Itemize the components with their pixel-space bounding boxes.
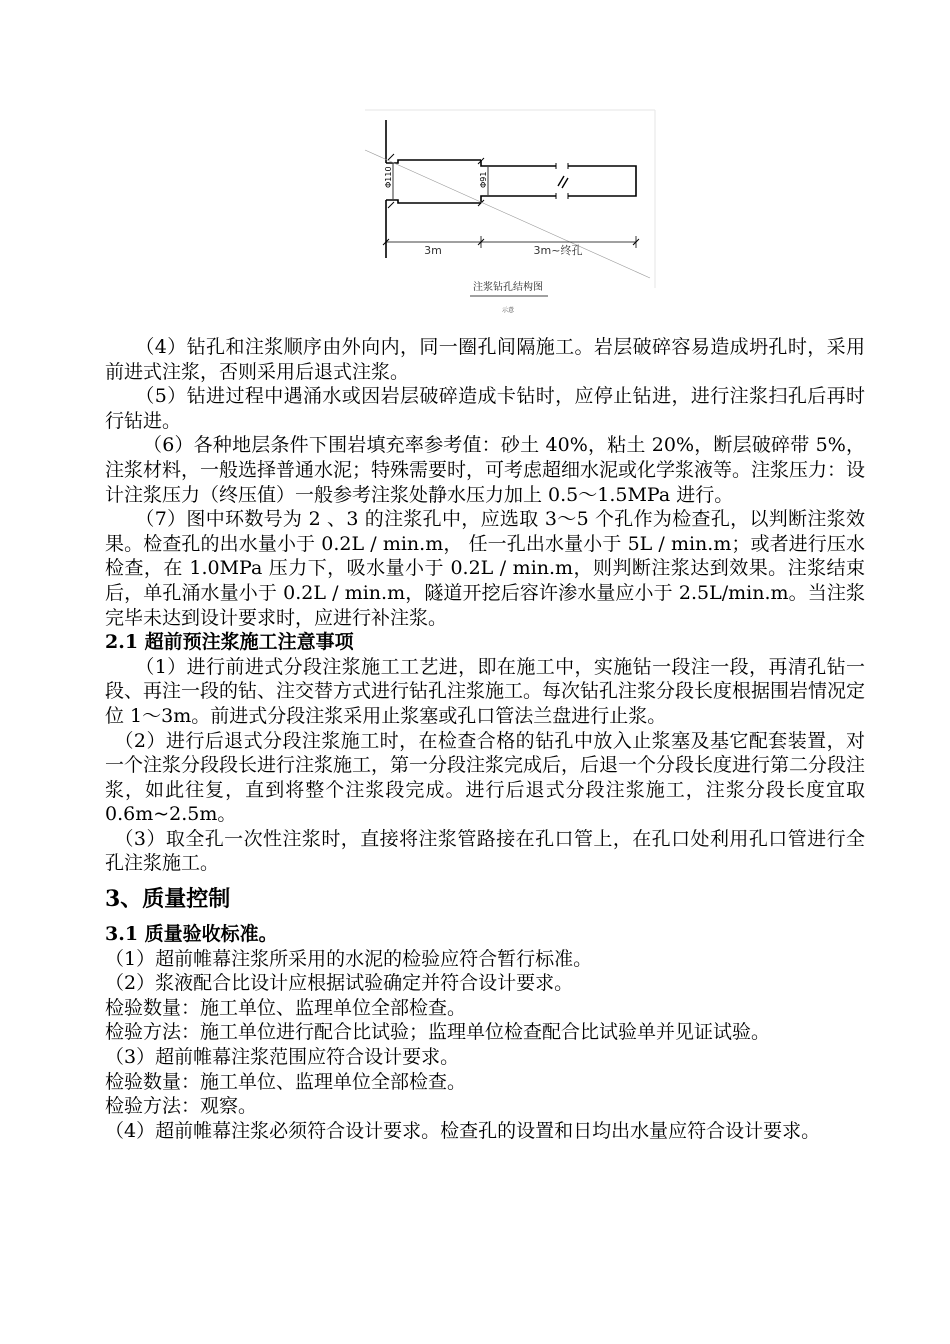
quality-item-2-method: 检验方法：施工单位进行配合比试验；监理单位检查配合比试验单并见证试验。 [105,1021,771,1044]
segment-1-label: 3m [424,244,442,257]
document-body [105,335,865,1143]
grouting-borehole-diagram [360,108,660,326]
borehole-structure-drawing [360,108,660,326]
quality-item-3-method: 检验方法：观察。 [105,1095,258,1118]
hatch-mark [388,202,394,208]
section-3-1-heading: 3.1 质量验收标准。 [105,923,278,946]
quality-item-3-count: 检验数量：施工单位、监理单位全部检查。 [105,1070,467,1093]
figure-scale-note: 示意 [501,307,515,314]
inner-diameter-label: Φ91 [479,171,488,188]
quality-item-1: （1）超前帷幕注浆所采用的水泥的检验应符合暂行标准。 [105,947,593,970]
quality-item-2-count: 检验数量：施工单位、监理单位全部检查。 [105,996,467,1019]
orifice-pipe-bottom [386,200,481,203]
section-2-1-heading: 2.1 超前预注浆施工注意事项 [105,631,354,654]
paragraph-7: （7）图中环数号为 2 、3 的注浆孔中，应选取 3～5 个孔作为检查孔，以判断注浆效果。检查孔的出水量小于 0.2L / min.m， 任一孔出水量小于 5L / min.m；或者进行压水检查，在 1.0MPa 压力下，吸水量小于 0.2L / min.m，则判断注浆达到效果。注浆结束后，单孔涌水量小于 0.2L / min.m，隧道开挖后容许渗水量应小于 2.5L/min.m。当注浆完毕未达到设计要求时，应进行补注浆。 [105,508,865,629]
figure-caption: 注浆钻孔结构图 [473,282,543,293]
paragraph-4: （4）钻孔和注浆顺序由外向内，同一圈孔间隔施工。岩层破碎容易造成坍孔时，采用前进式注浆，否则采用后退式注浆。 [105,336,865,383]
quality-item-2: （2）浆液配合比设计应根据试验确定并符合设计要求。 [105,972,574,995]
section-2-1-item-2: （2）进行后退式分段注浆施工时，在检查合格的钻孔中放入止浆塞及基它配套装置，对一个注浆分段段长进行注浆施工，第一分段注浆完成后，后退一个分段长度进行第二分段注浆，如此往复，直到将整个注浆段完成。进行后退式分段注浆施工，注浆分段长度宜取 0.6m~2.5m。 [105,729,866,826]
quality-item-3: （3）超前帷幕注浆范围应符合设计要求。 [105,1046,460,1069]
segment-2-label: 3m~终孔 [533,244,583,257]
paragraph-6: （6）各种地层条件下围岩填充率参考值：砂土 40%，粘土 20%，断层破碎带 5%，注浆材料，一般选择普通水泥；特殊需要时，可考虑超细水泥或化学浆液等。注浆压力：设计注浆压力（终压值）一般参考注浆处静水压力加上 0.5～1.5MPa 进行。 [105,434,866,506]
paragraph-5: （5）钻进过程中遇涌水或因岩层破碎造成卡钻时，应停止钻进，进行注浆扫孔后再时行钻进。 [105,385,865,432]
section-3-heading: 3、质量控制 [105,886,231,913]
hatch-mark [388,154,394,160]
quality-item-4: （4）超前帷幕注浆必须符合设计要求。检查孔的设置和日均出水量应符合设计要求。 [105,1119,821,1142]
section-2-1-item-3: （3）取全孔一次性注浆时，直接将注浆管路接在孔口管上，在孔口处利用孔口管进行全孔注浆施工。 [105,827,865,875]
outer-diameter-label: Φ110 [384,166,393,188]
orifice-pipe-top [386,160,481,163]
section-2-1-item-1: （1）进行前进式分段注浆施工工艺进，即在施工中，实施钻一段注一段，再清孔钻一段、再注一段的钻、注交替方式进行钻孔注浆施工。每次钻孔注浆分段长度根据围岩情况定位 1～3m。前进式分段注浆采用止浆塞或孔口管法兰盘进行止浆。 [105,655,866,727]
diagonal-line [365,150,650,278]
